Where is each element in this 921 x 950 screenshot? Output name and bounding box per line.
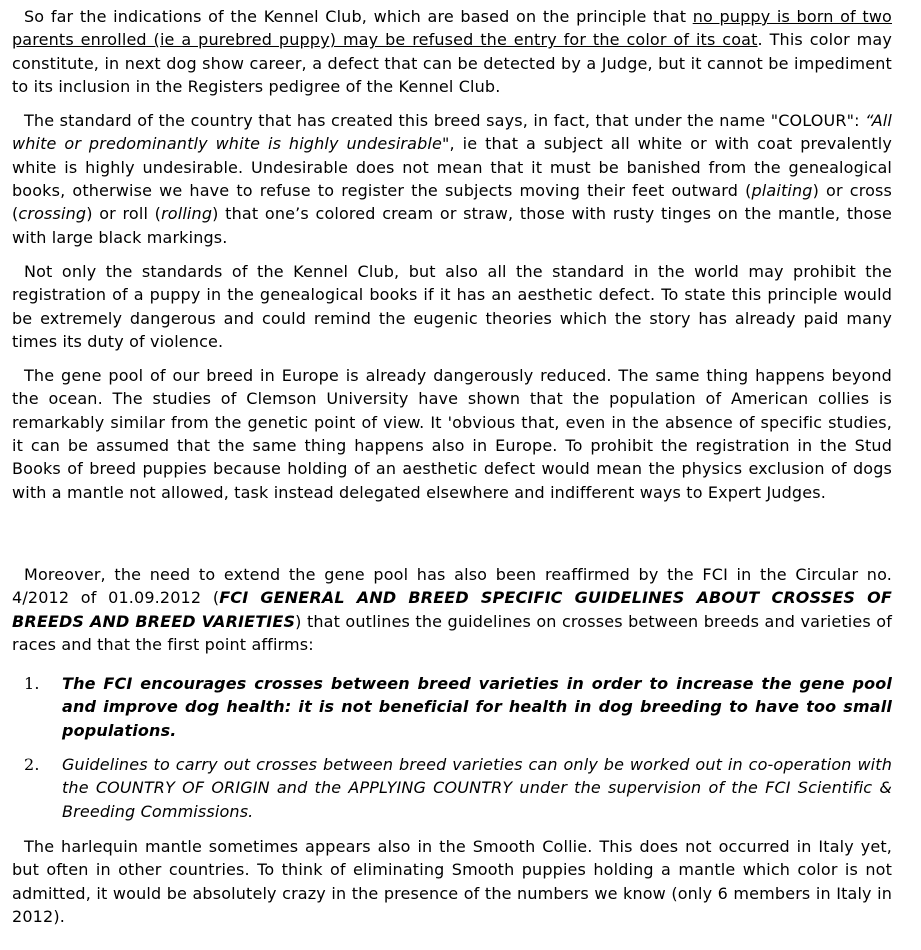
paragraph-text: ) that outlines the guidelines on crosses between breeds and varieties of races and that the first point affirms: bbox=[12, 611, 892, 654]
paragraph-text: ) or roll ( bbox=[86, 204, 162, 224]
paragraph-text: ) that one’s colored cream or straw, those with rusty tinges on the mantle, those with large black markings. bbox=[12, 204, 892, 247]
paragraph-kennel-club-indications bbox=[12, 5, 892, 98]
paragraph-text: . This color may constitute, in next dog show career, a defect that can be detected by a Judge, but it cannot be impediment to its inclusion in the Registers pedigree of the Kennel Club. bbox=[12, 30, 892, 96]
list-item-text: The FCI encourages crosses between breed varieties in order to increase the gene pool and improve dog health: it is not beneficial for health in dog breeding to have too small populations. bbox=[62, 674, 892, 740]
paragraph-text: ", ie that a subject all white or with coat prevalently white is highly undesirable. Undesirable does not mean that it must be banished from the genealogical books, otherwise we have to refuse to register the subjects moving their feet outward ( bbox=[12, 134, 892, 201]
underlined-principle: no puppy is born of two parents enrolled (ie a purebred puppy) may be refused the entry for the color of its coat bbox=[12, 7, 892, 50]
document-body bbox=[12, 5, 892, 928]
list-number: 1. bbox=[24, 674, 40, 694]
bold-italic-circular-title: FCI GENERAL AND BREED SPECIFIC GUIDELINES ABOUT CROSSES OF BREEDS AND BREED VARIETIES bbox=[12, 588, 892, 631]
list-item bbox=[12, 753, 892, 823]
paragraph-harlequin-smooth: The harlequin mantle sometimes appears also in the Smooth Collie. This does not occurred in Italy yet, but often in other countries. To think of eliminating Smooth puppies holding a mantle which color is not admitted, it would be absolutely crazy in the presence of the numbers we know (only 6 members in Italy in 2012). bbox=[12, 836, 892, 926]
italic-term-plaiting: plaiting bbox=[751, 181, 813, 201]
paragraph-text: ) or cross ( bbox=[12, 181, 893, 224]
paragraph-gene-pool: The gene pool of our breed in Europe is already dangerously reduced. The same thing happens beyond the ocean. The studies of Clemson University have shown that the population of American collies is remarkably similar from the genetic point of view. It 'obvious that, even in the absence of specific studies, it can be assumed that the same thing happens also in Europe. To prohibit the registration in the Stud Books of breed puppies because holding of an aesthetic defect would mean the physics exclusion of dogs with a mantle not allowed, task instead delegated elsewhere and indifferent ways to Expert Judges. bbox=[12, 366, 892, 502]
italic-quote: “All white or predominantly white is highly undesirable bbox=[12, 111, 892, 154]
list-item bbox=[12, 672, 892, 742]
paragraph-country-standard bbox=[12, 109, 892, 249]
paragraph-text: So far the indications of the Kennel Club, which are based on the principle that bbox=[24, 7, 693, 26]
paragraph-world-standards: Not only the standards of the Kennel Club, but also all the standard in the world may prohibit the registration of a puppy in the genealogical books if it has an aesthetic defect. To state this principle would be extremely dangerous and could remind the eugenic theories which the story has already paid many times its duty of violence. bbox=[12, 261, 892, 351]
italic-term-rolling: rolling bbox=[161, 204, 213, 224]
paragraph-text: The standard of the country that has created this breed says, in fact, that under the name "COLOUR": bbox=[24, 111, 866, 131]
fci-points-list bbox=[12, 672, 892, 823]
paragraph-text: Moreover, the need to extend the gene pool has also been reaffirmed by the FCI in the Circular no. 4/2012 of 01.09.2012 ( bbox=[12, 564, 892, 608]
italic-term-crossing: crossing bbox=[18, 204, 87, 224]
paragraph-fci-circular bbox=[12, 563, 892, 656]
list-item-text: Guidelines to carry out crosses between breed varieties can only be worked out in co-operation with the COUNTRY OF ORIGIN and the APPLYING COUNTRY under the supervision of the FCI Scientific & Breeding Commissions. bbox=[62, 755, 892, 821]
list-number: 2. bbox=[24, 755, 40, 775]
